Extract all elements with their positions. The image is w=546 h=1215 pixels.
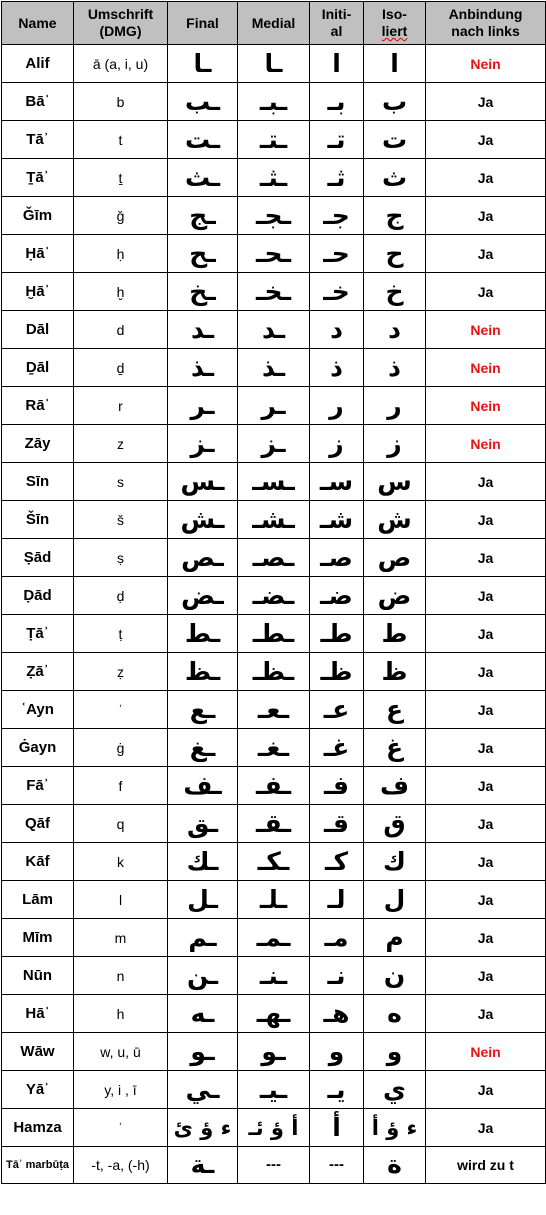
isolated-form-cell: و bbox=[364, 1033, 426, 1071]
isolated-form-cell: ي bbox=[364, 1071, 426, 1109]
medial-form-cell: ـجـ bbox=[238, 197, 310, 235]
letter-name-cell: Wāw bbox=[2, 1033, 74, 1071]
initial-form-cell: مـ bbox=[310, 919, 364, 957]
final-form-cell: ـث bbox=[168, 159, 238, 197]
header-transcription-line-1: Umschrift bbox=[87, 6, 154, 22]
table-row bbox=[2, 387, 546, 425]
connection-cell: Nein bbox=[426, 45, 546, 83]
table-row bbox=[2, 273, 546, 311]
final-form-cell: ـج bbox=[168, 197, 238, 235]
transcription-cell: r bbox=[74, 387, 168, 425]
connection-cell: Ja bbox=[426, 957, 546, 995]
transcription-cell: w, u, ū bbox=[74, 1033, 168, 1071]
header-name bbox=[2, 2, 74, 45]
header-medial-label: Medial bbox=[251, 14, 296, 31]
connection-cell: Ja bbox=[426, 197, 546, 235]
isolated-form-cell: ب bbox=[364, 83, 426, 121]
final-form-cell: ـص bbox=[168, 539, 238, 577]
initial-form-cell: ثـ bbox=[310, 159, 364, 197]
initial-form-cell: --- bbox=[310, 1147, 364, 1184]
isolated-form-cell: ق bbox=[364, 805, 426, 843]
isolated-form-cell: ث bbox=[364, 159, 426, 197]
connection-cell: wird zu t bbox=[426, 1147, 546, 1184]
table-row bbox=[2, 83, 546, 121]
initial-form-cell: تـ bbox=[310, 121, 364, 159]
letter-name-cell: Bāʾ bbox=[2, 83, 74, 121]
connection-cell: Ja bbox=[426, 919, 546, 957]
initial-form-cell: صـ bbox=[310, 539, 364, 577]
isolated-form-cell: ظ bbox=[364, 653, 426, 691]
table-body bbox=[2, 45, 546, 1184]
isolated-form-cell: س bbox=[364, 463, 426, 501]
table-row bbox=[2, 235, 546, 273]
isolated-form-cell: م bbox=[364, 919, 426, 957]
letter-name-cell: Alif bbox=[2, 45, 74, 83]
initial-form-cell: كـ bbox=[310, 843, 364, 881]
medial-form-cell: ـهـ bbox=[238, 995, 310, 1033]
medial-form-cell: ـذ bbox=[238, 349, 310, 387]
letter-name-cell: Rāʾ bbox=[2, 387, 74, 425]
isolated-form-cell: ن bbox=[364, 957, 426, 995]
initial-form-cell: نـ bbox=[310, 957, 364, 995]
table-row bbox=[2, 729, 546, 767]
transcription-cell: z bbox=[74, 425, 168, 463]
table-row bbox=[2, 1033, 546, 1071]
medial-form-cell: ـفـ bbox=[238, 767, 310, 805]
initial-form-cell: عـ bbox=[310, 691, 364, 729]
header-medial bbox=[238, 2, 310, 45]
connection-cell: Nein bbox=[426, 1033, 546, 1071]
medial-form-cell: ـضـ bbox=[238, 577, 310, 615]
letter-name-cell: Ẓāʾ bbox=[2, 653, 74, 691]
transcription-cell: d bbox=[74, 311, 168, 349]
connection-cell: Ja bbox=[426, 995, 546, 1033]
connection-cell: Nein bbox=[426, 311, 546, 349]
table-row bbox=[2, 881, 546, 919]
isolated-form-cell: ذ bbox=[364, 349, 426, 387]
letter-name-cell: Ġayn bbox=[2, 729, 74, 767]
isolated-form-cell: ك bbox=[364, 843, 426, 881]
header-isolated-word: liert bbox=[381, 23, 408, 39]
final-form-cell: ـه bbox=[168, 995, 238, 1033]
table-row bbox=[2, 425, 546, 463]
medial-form-cell: ـا bbox=[238, 45, 310, 83]
initial-form-cell: بـ bbox=[310, 83, 364, 121]
initial-form-cell: هـ bbox=[310, 995, 364, 1033]
transcription-cell: ḏ bbox=[74, 349, 168, 387]
isolated-form-cell: ه bbox=[364, 995, 426, 1033]
letter-name-cell: Ḫāʾ bbox=[2, 273, 74, 311]
medial-form-cell: ـسـ bbox=[238, 463, 310, 501]
letter-name-cell: Hāʾ bbox=[2, 995, 74, 1033]
final-form-cell: ء ؤ ئ bbox=[168, 1109, 238, 1147]
final-form-cell: ـذ bbox=[168, 349, 238, 387]
medial-form-cell: ـعـ bbox=[238, 691, 310, 729]
transcription-cell: ṣ bbox=[74, 539, 168, 577]
table-row bbox=[2, 805, 546, 843]
final-form-cell: ـد bbox=[168, 311, 238, 349]
initial-form-cell: ظـ bbox=[310, 653, 364, 691]
isolated-form-cell: ع bbox=[364, 691, 426, 729]
header-connection-line-1: Anbindung bbox=[448, 6, 523, 22]
header-initial bbox=[310, 2, 364, 45]
final-form-cell: ـط bbox=[168, 615, 238, 653]
medial-form-cell: ـظـ bbox=[238, 653, 310, 691]
letter-name-cell: Ǧīm bbox=[2, 197, 74, 235]
table-row bbox=[2, 957, 546, 995]
transcription-cell: q bbox=[74, 805, 168, 843]
initial-form-cell: ذ bbox=[310, 349, 364, 387]
letter-name-cell: Mīm bbox=[2, 919, 74, 957]
connection-cell: Ja bbox=[426, 881, 546, 919]
letter-name-cell: Ḥāʾ bbox=[2, 235, 74, 273]
medial-form-cell: ـلـ bbox=[238, 881, 310, 919]
transcription-cell: f bbox=[74, 767, 168, 805]
final-form-cell: ـف bbox=[168, 767, 238, 805]
letter-name-cell: Šīn bbox=[2, 501, 74, 539]
final-form-cell: ـض bbox=[168, 577, 238, 615]
header-isolated bbox=[364, 2, 426, 45]
connection-cell: Ja bbox=[426, 577, 546, 615]
connection-cell: Ja bbox=[426, 615, 546, 653]
table-row bbox=[2, 1147, 546, 1184]
final-form-cell: ـش bbox=[168, 501, 238, 539]
letter-name-cell: Dāl bbox=[2, 311, 74, 349]
table-row bbox=[2, 577, 546, 615]
letter-name-cell: Hamza bbox=[2, 1109, 74, 1147]
transcription-cell: l bbox=[74, 881, 168, 919]
transcription-cell: š bbox=[74, 501, 168, 539]
letter-name-cell: Ṣād bbox=[2, 539, 74, 577]
final-form-cell: ـر bbox=[168, 387, 238, 425]
isolated-form-cell: د bbox=[364, 311, 426, 349]
final-form-cell: ـب bbox=[168, 83, 238, 121]
transcription-cell: ā (a, i, u) bbox=[74, 45, 168, 83]
table-row bbox=[2, 463, 546, 501]
table-row bbox=[2, 653, 546, 691]
header-connection bbox=[426, 2, 546, 45]
letter-name-cell: Tāʾ bbox=[2, 121, 74, 159]
header-transcription-line-2: (DMG) bbox=[99, 23, 142, 39]
initial-form-cell: ر bbox=[310, 387, 364, 425]
table-row bbox=[2, 919, 546, 957]
connection-cell: Nein bbox=[426, 425, 546, 463]
initial-form-cell: و bbox=[310, 1033, 364, 1071]
initial-form-cell: د bbox=[310, 311, 364, 349]
final-form-cell: ـل bbox=[168, 881, 238, 919]
isolated-form-cell: ج bbox=[364, 197, 426, 235]
transcription-cell: s bbox=[74, 463, 168, 501]
transcription-cell: t bbox=[74, 121, 168, 159]
arabic-alphabet-table bbox=[1, 1, 546, 1184]
letter-name-cell: Sīn bbox=[2, 463, 74, 501]
letter-name-cell: Lām bbox=[2, 881, 74, 919]
medial-form-cell: ـر bbox=[238, 387, 310, 425]
header-final bbox=[168, 2, 238, 45]
medial-form-cell: ـثـ bbox=[238, 159, 310, 197]
connection-cell: Ja bbox=[426, 1109, 546, 1147]
initial-form-cell: ا bbox=[310, 45, 364, 83]
table-row bbox=[2, 843, 546, 881]
final-form-cell: ـق bbox=[168, 805, 238, 843]
letter-name-cell: Ḏāl bbox=[2, 349, 74, 387]
header-initial-line-2: al bbox=[330, 23, 343, 39]
final-form-cell: ـع bbox=[168, 691, 238, 729]
connection-cell: Ja bbox=[426, 121, 546, 159]
table-header bbox=[2, 2, 546, 45]
isolated-form-cell: ص bbox=[364, 539, 426, 577]
header-transcription bbox=[74, 2, 168, 45]
isolated-form-cell: خ bbox=[364, 273, 426, 311]
transcription-cell: k bbox=[74, 843, 168, 881]
final-form-cell: ـظ bbox=[168, 653, 238, 691]
transcription-cell: m bbox=[74, 919, 168, 957]
table-row bbox=[2, 1109, 546, 1147]
medial-form-cell: --- bbox=[238, 1147, 310, 1184]
table-row bbox=[2, 197, 546, 235]
initial-form-cell: يـ bbox=[310, 1071, 364, 1109]
transcription-cell: ʾ bbox=[74, 1109, 168, 1147]
transcription-cell: ǧ bbox=[74, 197, 168, 235]
transcription-cell: ṯ bbox=[74, 159, 168, 197]
table-row bbox=[2, 1071, 546, 1109]
connection-cell: Nein bbox=[426, 387, 546, 425]
table-row bbox=[2, 615, 546, 653]
isolated-form-cell: ف bbox=[364, 767, 426, 805]
final-form-cell: ـز bbox=[168, 425, 238, 463]
transcription-cell: n bbox=[74, 957, 168, 995]
final-form-cell: ـي bbox=[168, 1071, 238, 1109]
initial-form-cell: فـ bbox=[310, 767, 364, 805]
connection-cell: Ja bbox=[426, 653, 546, 691]
transcription-cell: ṭ bbox=[74, 615, 168, 653]
final-form-cell: ـو bbox=[168, 1033, 238, 1071]
isolated-form-cell: ش bbox=[364, 501, 426, 539]
connection-cell: Ja bbox=[426, 501, 546, 539]
isolated-form-cell: ت bbox=[364, 121, 426, 159]
letter-name-cell: Tāʾ marbūṭa bbox=[2, 1147, 74, 1184]
table-row bbox=[2, 45, 546, 83]
medial-form-cell: أ ؤ ئـ bbox=[238, 1109, 310, 1147]
final-form-cell: ـخ bbox=[168, 273, 238, 311]
header-isolated-line-2 bbox=[364, 23, 425, 40]
transcription-cell: ẓ bbox=[74, 653, 168, 691]
letter-name-cell: Ṭāʾ bbox=[2, 615, 74, 653]
table-row bbox=[2, 995, 546, 1033]
initial-form-cell: ز bbox=[310, 425, 364, 463]
final-form-cell: ـس bbox=[168, 463, 238, 501]
letter-name-cell: Nūn bbox=[2, 957, 74, 995]
final-form-cell: ـة bbox=[168, 1147, 238, 1184]
medial-form-cell: ـو bbox=[238, 1033, 310, 1071]
table-row bbox=[2, 159, 546, 197]
medial-form-cell: ـصـ bbox=[238, 539, 310, 577]
connection-cell: Ja bbox=[426, 1071, 546, 1109]
final-form-cell: ـت bbox=[168, 121, 238, 159]
final-form-cell: ـن bbox=[168, 957, 238, 995]
isolated-form-cell: ز bbox=[364, 425, 426, 463]
transcription-cell: ʿ bbox=[74, 691, 168, 729]
medial-form-cell: ـنـ bbox=[238, 957, 310, 995]
header-row bbox=[2, 2, 546, 45]
initial-form-cell: ضـ bbox=[310, 577, 364, 615]
table-row bbox=[2, 539, 546, 577]
letter-name-cell: Zāy bbox=[2, 425, 74, 463]
transcription-cell: h bbox=[74, 995, 168, 1033]
initial-form-cell: حـ bbox=[310, 235, 364, 273]
final-form-cell: ـك bbox=[168, 843, 238, 881]
isolated-form-cell: ة bbox=[364, 1147, 426, 1184]
table-row bbox=[2, 349, 546, 387]
isolated-form-cell: ل bbox=[364, 881, 426, 919]
transcription-cell: -t, -a, (-h) bbox=[74, 1147, 168, 1184]
connection-cell: Ja bbox=[426, 235, 546, 273]
header-connection-line-2: nach links bbox=[451, 23, 520, 39]
isolated-form-cell: ر bbox=[364, 387, 426, 425]
letter-name-cell: Yāʾ bbox=[2, 1071, 74, 1109]
medial-form-cell: ـد bbox=[238, 311, 310, 349]
connection-cell: Ja bbox=[426, 273, 546, 311]
header-final-label: Final bbox=[186, 14, 219, 31]
connection-cell: Ja bbox=[426, 729, 546, 767]
connection-cell: Ja bbox=[426, 159, 546, 197]
transcription-cell: ḍ bbox=[74, 577, 168, 615]
letter-name-cell: Ḍād bbox=[2, 577, 74, 615]
isolated-form-cell: غ bbox=[364, 729, 426, 767]
final-form-cell: ـغ bbox=[168, 729, 238, 767]
initial-form-cell: أ bbox=[310, 1109, 364, 1147]
medial-form-cell: ـتـ bbox=[238, 121, 310, 159]
letter-name-cell: ʿAyn bbox=[2, 691, 74, 729]
connection-cell: Ja bbox=[426, 691, 546, 729]
letter-name-cell: Qāf bbox=[2, 805, 74, 843]
isolated-form-cell: ط bbox=[364, 615, 426, 653]
medial-form-cell: ـغـ bbox=[238, 729, 310, 767]
final-form-cell: ـا bbox=[168, 45, 238, 83]
initial-form-cell: غـ bbox=[310, 729, 364, 767]
initial-form-cell: سـ bbox=[310, 463, 364, 501]
medial-form-cell: ـبـ bbox=[238, 83, 310, 121]
isolated-form-cell: ح bbox=[364, 235, 426, 273]
final-form-cell: ـم bbox=[168, 919, 238, 957]
connection-cell: Ja bbox=[426, 843, 546, 881]
initial-form-cell: شـ bbox=[310, 501, 364, 539]
final-form-cell: ـح bbox=[168, 235, 238, 273]
connection-cell: Ja bbox=[426, 539, 546, 577]
initial-form-cell: طـ bbox=[310, 615, 364, 653]
isolated-form-cell: ض bbox=[364, 577, 426, 615]
connection-cell: Ja bbox=[426, 83, 546, 121]
transcription-cell: b bbox=[74, 83, 168, 121]
medial-form-cell: ـز bbox=[238, 425, 310, 463]
medial-form-cell: ـيـ bbox=[238, 1071, 310, 1109]
letter-name-cell: Kāf bbox=[2, 843, 74, 881]
initial-form-cell: خـ bbox=[310, 273, 364, 311]
transcription-cell: ḫ bbox=[74, 273, 168, 311]
medial-form-cell: ـكـ bbox=[238, 843, 310, 881]
medial-form-cell: ـطـ bbox=[238, 615, 310, 653]
initial-form-cell: قـ bbox=[310, 805, 364, 843]
letter-name-cell: Ṯāʾ bbox=[2, 159, 74, 197]
header-isolated-line-1: Iso- bbox=[382, 6, 407, 22]
transcription-cell: ġ bbox=[74, 729, 168, 767]
table-row bbox=[2, 121, 546, 159]
medial-form-cell: ـحـ bbox=[238, 235, 310, 273]
table-row bbox=[2, 691, 546, 729]
letter-name-cell: Fāʾ bbox=[2, 767, 74, 805]
isolated-form-cell: ء ؤ أ bbox=[364, 1109, 426, 1147]
medial-form-cell: ـقـ bbox=[238, 805, 310, 843]
table-row bbox=[2, 501, 546, 539]
initial-form-cell: لـ bbox=[310, 881, 364, 919]
medial-form-cell: ـمـ bbox=[238, 919, 310, 957]
table-row bbox=[2, 311, 546, 349]
header-name-label: Name bbox=[18, 14, 57, 31]
connection-cell: Ja bbox=[426, 805, 546, 843]
medial-form-cell: ـخـ bbox=[238, 273, 310, 311]
table-row bbox=[2, 767, 546, 805]
connection-cell: Ja bbox=[426, 463, 546, 501]
isolated-form-cell: ا bbox=[364, 45, 426, 83]
initial-form-cell: جـ bbox=[310, 197, 364, 235]
header-initial-line-1: Initi- bbox=[321, 6, 352, 22]
medial-form-cell: ـشـ bbox=[238, 501, 310, 539]
transcription-cell: y, i , ī bbox=[74, 1071, 168, 1109]
connection-cell: Ja bbox=[426, 767, 546, 805]
transcription-cell: ḥ bbox=[74, 235, 168, 273]
connection-cell: Nein bbox=[426, 349, 546, 387]
